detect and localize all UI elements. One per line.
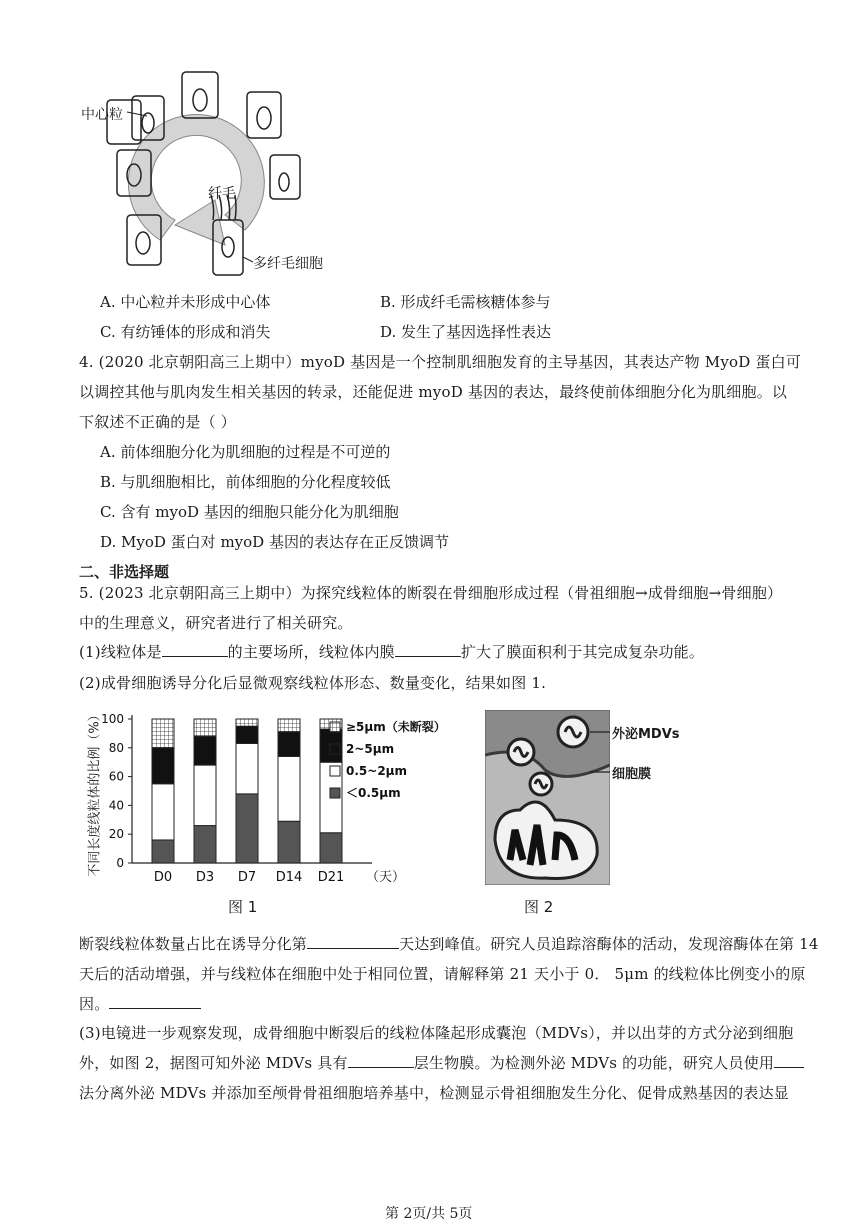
q3-option-d: D. 发生了基因选择性表达 xyxy=(380,323,552,341)
bar-segment xyxy=(278,821,300,863)
page-footer: 第 2页/共 5页 xyxy=(385,1206,473,1222)
bar-segment xyxy=(194,826,216,863)
legend-swatch xyxy=(330,744,340,754)
q4-option-b: B. 与肌细胞相比，前体细胞的分化程度较低 xyxy=(100,473,391,491)
legend-label: ＜0.5μm xyxy=(346,786,401,800)
x-unit-label: （天） xyxy=(366,870,406,885)
mdv-label: 外泌MDVs xyxy=(612,727,680,742)
legend-swatch xyxy=(330,766,340,776)
chart-svg xyxy=(80,703,470,888)
bar-segment xyxy=(278,756,300,821)
q5-part1-a: (1)线粒体是 xyxy=(79,643,162,661)
x-tick-label: D21 xyxy=(317,870,345,885)
bar-segment xyxy=(278,732,300,756)
q5-after-line3 xyxy=(79,993,201,1014)
legend-label: 2~5μm xyxy=(346,742,395,756)
bar-segment xyxy=(152,840,174,863)
q5-p3-2a: 外，如图 2，据图可知外泌 MDVs 具有 xyxy=(79,1054,348,1072)
legend-swatch xyxy=(330,788,340,798)
q5-part2: (2)成骨细胞诱导分化后显微观察线粒体形态、数量变化，结果如图 1. xyxy=(79,674,547,692)
centriole-diagram-svg xyxy=(75,60,345,285)
y-tick-label: 40 xyxy=(108,798,124,813)
bar-segment xyxy=(236,719,258,726)
q5-part3-line2 xyxy=(79,1052,804,1073)
q4-stem-line1: 4. (2020 北京朝阳高三上期中）myoD 基因是一个控制肌细胞发育的主导基因，其表达产物 MyoD 蛋白可 xyxy=(79,353,802,371)
bar-segment xyxy=(194,765,216,825)
y-tick-label: 20 xyxy=(108,827,124,842)
q3-option-a: A. 中心粒并未形成中心体 xyxy=(100,293,271,311)
figure1-chart xyxy=(80,703,470,888)
y-tick-label: 80 xyxy=(108,740,124,755)
y-axis-label: 不同长度线粒体的比例（%） xyxy=(87,708,103,877)
bar-segment xyxy=(194,736,216,765)
q4-option-a: A. 前体细胞分化为肌细胞的过程是不可逆的 xyxy=(100,443,391,461)
q5-part3-line1: (3)电镜进一步观察发现，成骨细胞中断裂后的线粒体隆起形成囊泡（MDVs），并以出芽的方式分泌到细胞 xyxy=(79,1024,794,1042)
bar-segment xyxy=(152,719,174,748)
x-tick-label: D3 xyxy=(195,870,215,885)
legend-label: 0.5~2μm xyxy=(346,764,407,778)
legend-label: ≥5μm（未断裂） xyxy=(346,720,446,734)
q3-option-c: C. 有纺锤体的形成和消失 xyxy=(100,323,271,341)
cilia-label: 纤毛 xyxy=(208,186,236,202)
q5-after-line2: 天后的活动增强，并与线粒体在细胞中处于相同位置，请解释第 21 天小于 0． 5μm 的线粒体比例变小的原 xyxy=(79,965,806,983)
q4-stem-line3: 下叙述不正确的是（ ） xyxy=(79,413,236,431)
figure2-caption: 图 2 xyxy=(524,898,554,916)
q5-after1-b: 天达到峰值。研究人员追踪溶酶体的活动，发现溶酶体在第 14 xyxy=(399,935,819,953)
bar-segment xyxy=(236,794,258,863)
section-heading: 二、非选择题 xyxy=(79,563,170,581)
answer-blank-6[interactable] xyxy=(774,1053,804,1068)
bar-segment xyxy=(320,833,342,863)
bar-segment xyxy=(152,784,174,840)
q5-after3: 因。 xyxy=(79,995,110,1013)
y-tick-label: 100 xyxy=(101,712,124,726)
answer-blank-5[interactable] xyxy=(348,1053,414,1068)
y-tick-label: 0 xyxy=(116,856,124,870)
q5-part1-c: 扩大了膜面积利于其完成复杂功能。 xyxy=(460,643,705,661)
y-tick-label: 60 xyxy=(108,769,124,784)
x-tick-label: D7 xyxy=(237,870,257,885)
bar-segment xyxy=(278,719,300,732)
q4-option-d: D. MyoD 蛋白对 myoD 基因的表达存在正反馈调节 xyxy=(100,533,449,551)
bar-segment xyxy=(236,726,258,743)
q4-stem-line2: 以调控其他与肌肉发生相关基因的转录，还能促进 myoD 基因的表达，最终使前体细胞分化为肌细胞。以 xyxy=(79,383,788,401)
q5-stem-line1: 5. (2023 北京朝阳高三上期中）为探究线粒体的断裂在骨细胞形成过程（骨祖细胞→成骨细胞→骨细胞） xyxy=(79,584,783,602)
bar-segment xyxy=(152,748,174,784)
bar-segment xyxy=(236,743,258,793)
q4-option-c: C. 含有 myoD 基因的细胞只能分化为肌细胞 xyxy=(100,503,399,521)
x-tick-label: D0 xyxy=(153,870,173,885)
q5-p3-2b: 层生物膜。为检测外泌 MDVs 的功能，研究人员使用 xyxy=(413,1054,775,1072)
centriole-diagram xyxy=(75,60,345,285)
answer-blank-3[interactable] xyxy=(307,934,399,949)
q5-part1-b: 的主要场所，线粒体内膜 xyxy=(227,643,395,661)
cell-membrane-label: 细胞膜 xyxy=(612,767,652,782)
q5-after-line1 xyxy=(79,933,819,954)
legend-swatch xyxy=(330,722,340,732)
answer-blank-4[interactable] xyxy=(109,994,201,1009)
bar-segment xyxy=(194,719,216,736)
figure1-caption: 图 1 xyxy=(228,898,258,916)
answer-blank-1[interactable] xyxy=(162,642,228,657)
q5-stem-line2: 中的生理意义，研究者进行了相关研究。 xyxy=(79,614,353,632)
q5-part1 xyxy=(79,641,704,662)
answer-blank-2[interactable] xyxy=(395,642,461,657)
q5-part3-line3: 法分离外泌 MDVs 并添加至颅骨骨祖细胞培养基中，检测显示骨祖细胞发生分化、促骨成熟基因的表达显 xyxy=(79,1084,789,1102)
x-tick-label: D14 xyxy=(275,870,303,885)
q5-after1-a: 断裂线粒体数量占比在诱导分化第 xyxy=(79,935,308,953)
centriole-label: 中心粒 xyxy=(81,107,123,123)
q3-option-b: B. 形成纤毛需核糖体参与 xyxy=(380,293,551,311)
multiciliated-cell-label: 多纤毛细胞 xyxy=(253,256,323,272)
